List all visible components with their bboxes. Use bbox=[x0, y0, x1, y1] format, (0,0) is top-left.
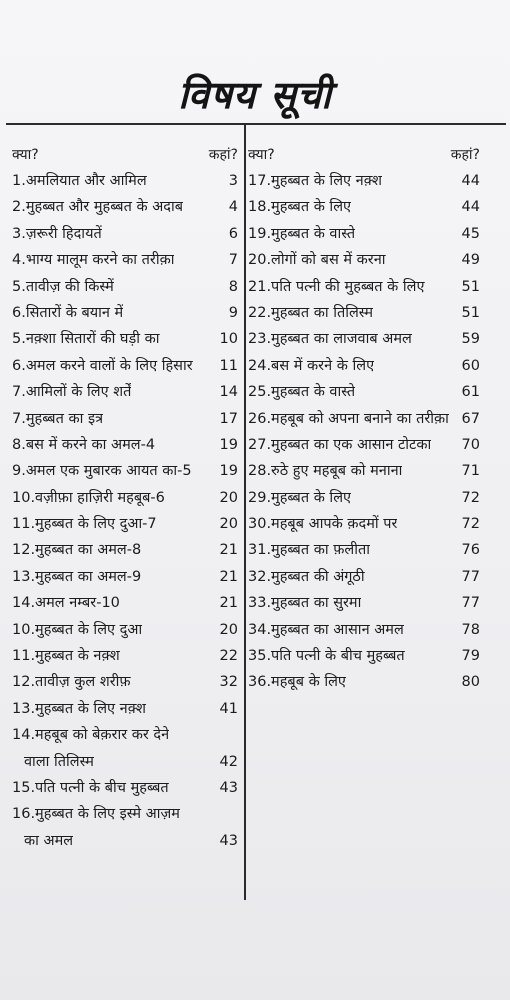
toc-entry-page: 79 bbox=[461, 648, 480, 665]
toc-entry-title: 13.मुहब्बत के लिए नक़्श bbox=[12, 700, 147, 717]
toc-entry-title: 25.मुहब्बत के वास्ते bbox=[248, 384, 356, 401]
toc-entry bbox=[248, 274, 480, 300]
column-header bbox=[12, 142, 238, 168]
toc-entry-title: 4.भाग्य मालूम करने का तरीक़ा bbox=[12, 252, 175, 269]
toc-entry bbox=[12, 406, 238, 432]
toc-entry-title: 6.सितारों के बयान में bbox=[12, 304, 124, 321]
toc-entry bbox=[12, 537, 238, 563]
toc-entry bbox=[12, 722, 238, 748]
toc-entry bbox=[12, 643, 238, 669]
toc-entry bbox=[12, 696, 238, 722]
toc-entry-page: 21 bbox=[219, 568, 238, 585]
toc-entry bbox=[248, 564, 480, 590]
toc-entry-page: 51 bbox=[461, 278, 480, 295]
toc-entry-title: 14.महबूब को बेक़रार कर देने bbox=[12, 727, 170, 744]
toc-entry-page: 70 bbox=[461, 436, 480, 453]
toc-entry-page: 77 bbox=[461, 568, 480, 585]
toc-entry bbox=[248, 643, 480, 669]
toc-entry bbox=[12, 300, 238, 326]
toc-entry-title: वाला तिलिस्म bbox=[24, 753, 94, 770]
toc-entry-title: 10.वज़ीफ़ा हाज़िरी महबूब-6 bbox=[12, 489, 165, 506]
toc-entry-title: 15.पति पत्नी के बीच मुहब्बत bbox=[12, 779, 169, 796]
title-rule bbox=[6, 123, 506, 125]
toc-entry-page: 76 bbox=[461, 542, 480, 559]
toc-entry-page: 6 bbox=[228, 225, 238, 242]
toc-entry-page: 22 bbox=[219, 648, 238, 665]
toc-entry-page: 4 bbox=[228, 199, 238, 216]
toc-entry-page: 67 bbox=[461, 410, 480, 427]
toc-entry bbox=[248, 353, 480, 379]
toc-entry-title: 10.मुहब्बत के लिए दुआ bbox=[12, 621, 143, 638]
toc-entry bbox=[12, 564, 238, 590]
toc-entry-title: 33.मुहब्बत का सुरमा bbox=[248, 595, 362, 612]
toc-entry bbox=[12, 194, 238, 220]
toc-entry-page: 41 bbox=[219, 700, 238, 717]
page-title: विषय सूची bbox=[178, 73, 332, 117]
toc-entry bbox=[12, 590, 238, 616]
toc-entry-page: 17 bbox=[219, 410, 238, 427]
toc-entry-page: 14 bbox=[219, 384, 238, 401]
toc-entry-title: 23.मुहब्बत का लाजवाब अमल bbox=[248, 331, 412, 348]
toc-entry bbox=[12, 274, 238, 300]
header-what: क्या? bbox=[12, 147, 39, 163]
toc-entry-page: 71 bbox=[461, 463, 480, 480]
toc-entry-page: 20 bbox=[219, 621, 238, 638]
toc-entry-title: 11.मुहब्बत के लिए दुआ-7 bbox=[12, 516, 157, 533]
toc-entry-page: 72 bbox=[461, 489, 480, 506]
toc-entry-page: 8 bbox=[228, 278, 238, 295]
toc-list bbox=[12, 168, 238, 854]
toc-entry-title: का अमल bbox=[24, 832, 74, 849]
toc-entry-page: 20 bbox=[219, 489, 238, 506]
toc-entry-title: 18.मुहब्बत के लिए bbox=[248, 199, 352, 216]
toc-entry-title: 2.मुहब्बत और मुहब्बत के अदाब bbox=[12, 199, 184, 216]
toc-entry-page: 49 bbox=[461, 252, 480, 269]
toc-entry bbox=[12, 749, 238, 775]
toc-entry-page: 42 bbox=[219, 753, 238, 770]
toc-entry-title: 7.मुहब्बत का इत्र bbox=[12, 410, 104, 427]
toc-entry bbox=[12, 617, 238, 643]
toc-entry-page: 32 bbox=[219, 674, 238, 691]
toc-entry-page: 72 bbox=[461, 516, 480, 533]
toc-entry bbox=[248, 168, 480, 194]
toc-entry-title: 20.लोगों को बस में करना bbox=[248, 252, 386, 269]
toc-entry bbox=[248, 221, 480, 247]
toc-entry-title: 5.तावीज़ की किस्में bbox=[12, 278, 114, 295]
toc-list bbox=[248, 168, 480, 696]
column-header bbox=[248, 142, 480, 168]
toc-entry-page: 7 bbox=[228, 252, 238, 269]
toc-entry-title: 12.तावीज़ कुल शरीफ़ bbox=[12, 674, 131, 691]
toc-entry-title: 31.मुहब्बत का फ़लीता bbox=[248, 542, 370, 559]
toc-entry-title: 9.अमल एक मुबारक आयत का-5 bbox=[12, 463, 192, 480]
toc-entry bbox=[12, 432, 238, 458]
toc-entry bbox=[12, 828, 238, 854]
toc-entry-title: 22.मुहब्बत का तिलिस्म bbox=[248, 304, 374, 321]
toc-entry bbox=[248, 379, 480, 405]
toc-entry-title: 19.मुहब्बत के वास्ते bbox=[248, 225, 356, 242]
toc-entry bbox=[248, 669, 480, 695]
toc-entry bbox=[248, 617, 480, 643]
toc-entry bbox=[248, 326, 480, 352]
toc-entry bbox=[248, 432, 480, 458]
toc-entry-title: 35.पति पत्नी के बीच मुहब्बत bbox=[248, 648, 405, 665]
toc-right-column bbox=[248, 142, 480, 696]
toc-entry-title: 13.मुहब्बत का अमल-9 bbox=[12, 568, 142, 585]
toc-entry-page: 19 bbox=[219, 463, 238, 480]
toc-entry-page: 9 bbox=[228, 304, 238, 321]
toc-entry bbox=[248, 247, 480, 273]
toc-entry bbox=[248, 537, 480, 563]
toc-entry-page: 61 bbox=[461, 384, 480, 401]
column-divider bbox=[244, 124, 246, 900]
toc-entry-page: 59 bbox=[461, 331, 480, 348]
toc-entry-title: 26.महबूब को अपना बनाने का तरीक़ा bbox=[248, 410, 449, 427]
toc-entry-title: 21.पति पत्नी की मुहब्बत के लिए bbox=[248, 278, 425, 295]
toc-entry-page: 21 bbox=[219, 595, 238, 612]
toc-entry-title: 5.नक़्शा सितारों की घड़ी का bbox=[12, 331, 160, 348]
toc-entry-title: 30.महबूब आपके क़दमों पर bbox=[248, 516, 398, 533]
toc-entry-page: 44 bbox=[461, 173, 480, 189]
toc-entry-title: 28.रुठे हुए महबूब को मनाना bbox=[248, 463, 403, 480]
toc-entry-title: 24.बस में करने के लिए bbox=[248, 357, 375, 374]
toc-entry bbox=[12, 221, 238, 247]
toc-entry bbox=[248, 300, 480, 326]
toc-entry-title: 11.मुहब्बत के नक़्श bbox=[12, 648, 120, 665]
toc-entry-title: 3.ज़रूरी हिदायतें bbox=[12, 225, 102, 242]
toc-entry-title: 14.अमल नम्बर-10 bbox=[12, 595, 120, 612]
toc-entry bbox=[248, 511, 480, 537]
toc-entry-page: 10 bbox=[219, 331, 238, 348]
toc-entry bbox=[12, 485, 238, 511]
toc-entry bbox=[248, 590, 480, 616]
toc-entry-page: 11 bbox=[219, 357, 238, 374]
toc-entry bbox=[248, 458, 480, 484]
toc-entry-page: 21 bbox=[219, 542, 238, 559]
toc-left-column bbox=[12, 142, 238, 854]
toc-entry bbox=[12, 511, 238, 537]
toc-entry-title: 6.अमल करने वालों के लिए हिसार bbox=[12, 357, 193, 374]
toc-entry-title: 16.मुहब्बत के लिए इस्मे आज़म bbox=[12, 806, 180, 823]
toc-entry bbox=[248, 485, 480, 511]
toc-entry-title: 32.मुहब्बत की अंगूठी bbox=[248, 568, 365, 585]
toc-entry bbox=[12, 458, 238, 484]
toc-entry-title: 36.महबूब के लिए bbox=[248, 674, 346, 691]
toc-entry bbox=[12, 801, 238, 827]
toc-entry bbox=[12, 775, 238, 801]
toc-entry bbox=[12, 353, 238, 379]
toc-entry-title: 17.मुहब्बत के लिए नक़्श bbox=[248, 173, 383, 189]
toc-entry bbox=[12, 326, 238, 352]
toc-entry-page: 45 bbox=[461, 225, 480, 242]
toc-entry-title: 29.मुहब्बत के लिए bbox=[248, 489, 352, 506]
toc-entry-page: 80 bbox=[461, 674, 480, 691]
toc-entry bbox=[12, 669, 238, 695]
toc-entry-page: 19 bbox=[219, 436, 238, 453]
toc-entry bbox=[12, 247, 238, 273]
toc-entry-title: 12.मुहब्बत का अमल-8 bbox=[12, 542, 142, 559]
toc-entry-page: 43 bbox=[219, 779, 238, 796]
toc-entry-title: 8.बस में करने का अमल-4 bbox=[12, 436, 156, 453]
toc-entry-title: 1.अमलियात और आमिल bbox=[12, 173, 147, 189]
toc-entry bbox=[248, 194, 480, 220]
header-where: कहां? bbox=[450, 147, 480, 163]
toc-entry-page: 60 bbox=[461, 357, 480, 374]
toc-entry-title: 7.आमिलों के लिए शर्तें bbox=[12, 384, 132, 401]
toc-entry-page: 43 bbox=[219, 832, 238, 849]
toc-entry-page: 44 bbox=[461, 199, 480, 216]
toc-entry-page: 51 bbox=[461, 304, 480, 321]
header-where: कहां? bbox=[208, 147, 238, 163]
toc-entry-page: 78 bbox=[461, 621, 480, 638]
toc-entry bbox=[12, 168, 238, 194]
toc-entry-page: 3 bbox=[228, 173, 238, 189]
toc-entry-title: 27.मुहब्बत का एक आसान टोटका bbox=[248, 436, 432, 453]
header-what: क्या? bbox=[248, 147, 275, 163]
toc-entry-page: 20 bbox=[219, 516, 238, 533]
toc-entry-page: 77 bbox=[461, 595, 480, 612]
toc-entry-title: 34.मुहब्बत का आसान अमल bbox=[248, 621, 404, 638]
toc-entry bbox=[248, 406, 480, 432]
toc-entry bbox=[12, 379, 238, 405]
